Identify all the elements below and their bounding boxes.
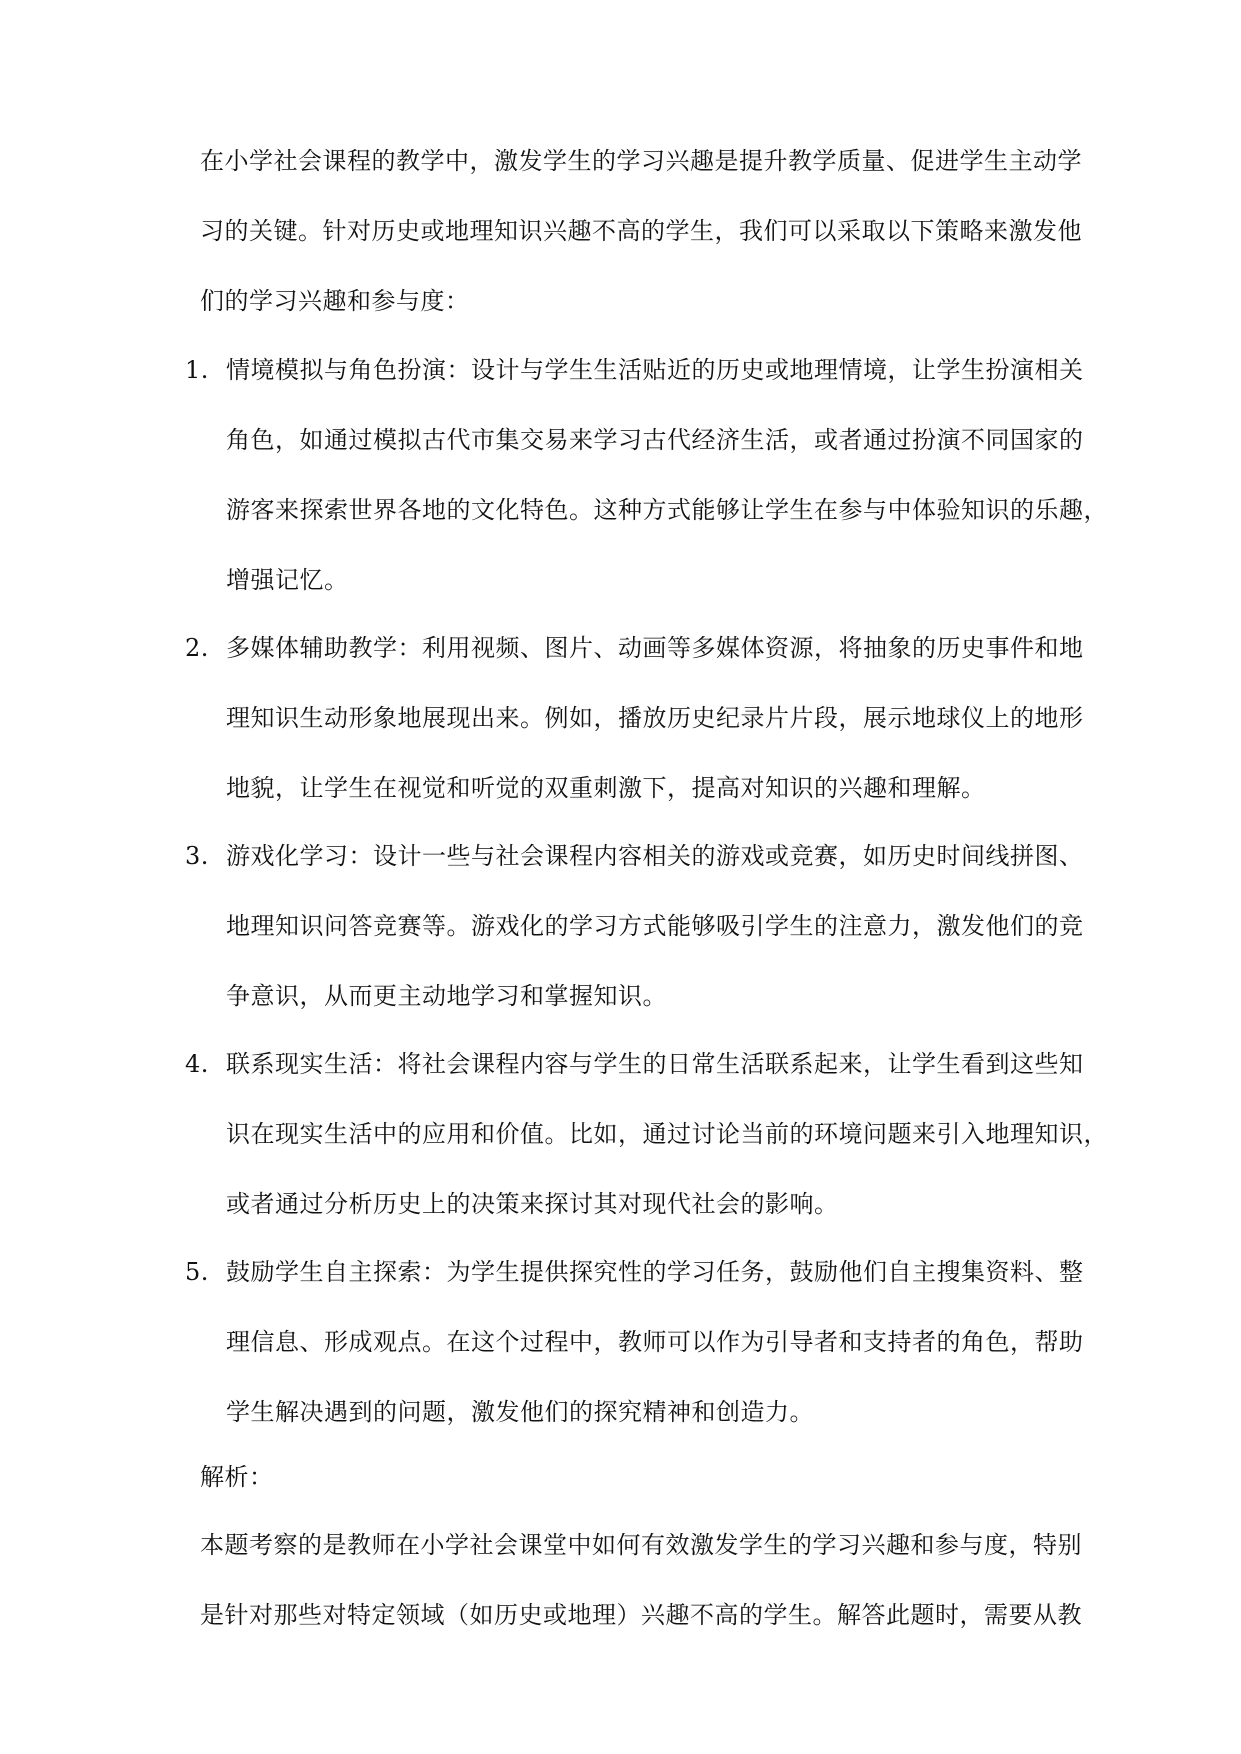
list-item-line: 理知识生动形象地展现出来。例如，播放历史纪录片片段，展示地球仪上的地形 <box>226 704 1084 732</box>
list-item-number: 2. <box>185 634 209 662</box>
list-item-line: 情境模拟与角色扮演：设计与学生生活贴近的历史或地理情境，让学生扮演相关 <box>226 356 1084 384</box>
intro-line: 们的学习兴趣和参与度： <box>200 287 470 315</box>
list-item-number: 5. <box>185 1258 209 1286</box>
list-item-number: 3. <box>185 842 209 870</box>
list-item-line: 游戏化学习：设计一些与社会课程内容相关的游戏或竞赛，如历史时间线拼图、 <box>226 842 1084 870</box>
list-item-line: 或者通过分析历史上的决策来探讨其对现代社会的影响。 <box>226 1190 839 1218</box>
list-item-line: 理信息、形成观点。在这个过程中，教师可以作为引导者和支持者的角色，帮助 <box>226 1328 1084 1356</box>
list-item-line: 角色，如通过模拟古代市集交易来学习古代经济生活，或者通过扮演不同国家的 <box>226 426 1084 454</box>
list-item-line: 识在现实生活中的应用和价值。比如，通过讨论当前的环境问题来引入地理知识， <box>226 1120 1108 1148</box>
list-item-line: 增强记忆。 <box>226 566 349 594</box>
intro-line: 习的关键。针对历史或地理知识兴趣不高的学生，我们可以采取以下策略来激发他 <box>200 217 1082 245</box>
analysis-line: 是针对那些对特定领域（如历史或地理）兴趣不高的学生。解答此题时，需要从教 <box>200 1601 1082 1629</box>
list-item-line: 鼓励学生自主探索：为学生提供探究性的学习任务，鼓励他们自主搜集资料、整 <box>226 1258 1084 1286</box>
analysis-line: 本题考察的是教师在小学社会课堂中如何有效激发学生的学习兴趣和参与度，特别 <box>200 1531 1082 1559</box>
list-item-line: 争意识，从而更主动地学习和掌握知识。 <box>226 982 667 1010</box>
list-item-line: 游客来探索世界各地的文化特色。这种方式能够让学生在参与中体验知识的乐趣， <box>226 496 1108 524</box>
intro-line: 在小学社会课程的教学中，激发学生的学习兴趣是提升教学质量、促进学生主动学 <box>200 147 1082 175</box>
list-item-line: 联系现实生活：将社会课程内容与学生的日常生活联系起来，让学生看到这些知 <box>226 1050 1084 1078</box>
list-item-number: 1. <box>185 356 209 384</box>
list-item-number: 4. <box>185 1050 209 1078</box>
list-item-line: 地理知识问答竞赛等。游戏化的学习方式能够吸引学生的注意力，激发他们的竞 <box>226 912 1084 940</box>
list-item-line: 学生解决遇到的问题，激发他们的探究精神和创造力。 <box>226 1398 814 1426</box>
list-item-line: 地貌，让学生在视觉和听觉的双重刺激下，提高对知识的兴趣和理解。 <box>226 774 986 802</box>
list-item-line: 多媒体辅助教学：利用视频、图片、动画等多媒体资源，将抽象的历史事件和地 <box>226 634 1084 662</box>
analysis-heading: 解析： <box>200 1463 274 1491</box>
